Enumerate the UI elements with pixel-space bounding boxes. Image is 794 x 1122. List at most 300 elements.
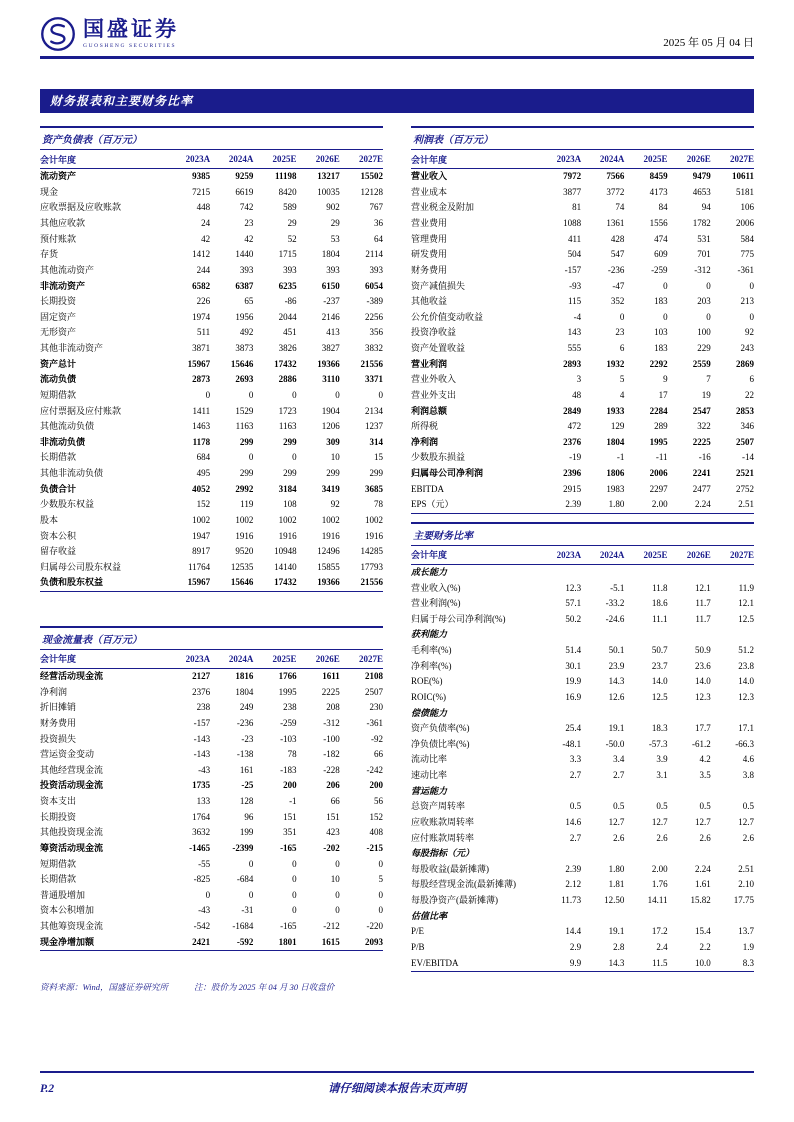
table-row — [411, 955, 754, 971]
table-title: 主要财务比率 — [411, 522, 754, 545]
cell: 119 — [240, 499, 254, 510]
cell: 0 — [248, 452, 254, 463]
row-label: 营业收入 — [411, 171, 448, 182]
table-row — [411, 705, 754, 721]
cell: 208 — [326, 702, 340, 713]
cell: 2853 — [736, 405, 754, 416]
financial-table — [411, 149, 754, 514]
cell: -43 — [198, 905, 211, 916]
cell: -236 — [607, 264, 625, 275]
cell: 1556 — [649, 218, 668, 229]
cell: 19 — [701, 389, 711, 400]
cell: 2849 — [563, 405, 582, 416]
cell: 0.5 — [699, 801, 711, 812]
row-label: 流动负债 — [40, 374, 77, 385]
cell: 103 — [654, 327, 668, 338]
cell: -312 — [323, 717, 340, 728]
table-row — [411, 325, 754, 341]
financial-table — [40, 649, 383, 951]
cell: 17793 — [360, 561, 383, 572]
row-label: 成长能力 — [411, 566, 448, 577]
row-label: 应收账款周转率 — [411, 816, 475, 827]
table-row — [40, 856, 383, 872]
cell — [538, 564, 581, 580]
cell: 2559 — [692, 358, 711, 369]
cell — [581, 784, 624, 800]
cell: 1956 — [235, 311, 254, 322]
cell: 200 — [369, 780, 383, 791]
cell: 0 — [706, 311, 711, 322]
cell: -165 — [280, 842, 297, 853]
table-row — [40, 919, 383, 935]
table-row — [411, 627, 754, 643]
cell: -16 — [698, 452, 711, 463]
table-row — [40, 325, 383, 341]
row-label: 每股净资产(最新摊薄) — [411, 895, 498, 906]
cell: 1916 — [278, 530, 297, 541]
cell: 0 — [749, 311, 754, 322]
row-label: 长期投资 — [40, 296, 77, 307]
cash-flow-table — [40, 626, 383, 951]
cell — [711, 784, 754, 800]
table-row — [411, 263, 754, 279]
row-label: 研发费用 — [411, 249, 448, 260]
table-row — [40, 388, 383, 404]
cell: 19.1 — [608, 723, 625, 734]
column-header: 2025E — [253, 649, 296, 668]
table-row — [411, 247, 754, 263]
table-row — [40, 310, 383, 326]
table-row — [40, 575, 383, 591]
table-row — [411, 596, 754, 612]
cell: 21556 — [360, 358, 383, 369]
cell: -11 — [655, 452, 668, 463]
column-header: 2024A — [210, 150, 253, 169]
table-row — [411, 294, 754, 310]
column-header: 2023A — [538, 150, 581, 169]
financial-ratios-table — [411, 522, 754, 972]
cell: 3 — [576, 374, 582, 385]
cell — [538, 627, 581, 643]
cell: 12.7 — [651, 816, 668, 827]
cell: 0 — [248, 389, 254, 400]
cell: -23 — [241, 733, 254, 744]
table-row — [411, 403, 754, 419]
cell: -237 — [323, 296, 340, 307]
cell: 5 — [619, 374, 625, 385]
cell: 30.1 — [565, 660, 582, 671]
cell: 1.80 — [608, 499, 625, 510]
row-label: 营运资金变动 — [40, 749, 95, 760]
cell: -212 — [323, 921, 340, 932]
cell: 161 — [239, 764, 254, 775]
table-row — [411, 310, 754, 326]
cell: 74 — [615, 202, 625, 213]
income-statement-table — [411, 126, 754, 514]
cell: 423 — [326, 827, 340, 838]
cell: 11764 — [187, 561, 211, 572]
column-header: 会计年度 — [411, 150, 538, 169]
cell: -825 — [193, 874, 211, 885]
cell: 17 — [658, 389, 668, 400]
cell: 2873 — [192, 374, 211, 385]
cell: 2127 — [192, 671, 211, 682]
cell: 17432 — [274, 358, 297, 369]
cell: 2.24 — [695, 499, 711, 510]
cell: 393 — [283, 264, 297, 275]
cell: 12.3 — [695, 691, 711, 702]
cell: 393 — [369, 264, 383, 275]
cell: 9479 — [692, 171, 711, 182]
row-label: P/B — [411, 941, 425, 952]
cell: 11.7 — [695, 613, 711, 624]
table-row — [40, 185, 383, 201]
table-row — [411, 690, 754, 706]
cell: -182 — [323, 749, 340, 760]
cell: 42 — [201, 233, 211, 244]
cell: 66 — [374, 749, 383, 760]
cell: 4653 — [692, 186, 711, 197]
row-label: 每股指标（元） — [411, 848, 475, 859]
cell: 2225 — [692, 436, 711, 447]
cell — [581, 564, 624, 580]
row-label: 营业收入(%) — [411, 582, 461, 593]
cell: -1 — [289, 796, 297, 807]
table-row — [40, 497, 383, 513]
cell: 92 — [745, 327, 754, 338]
table-row — [40, 560, 383, 576]
cell: 1804 — [606, 436, 625, 447]
cell: 2.6 — [656, 832, 668, 843]
cell: 1995 — [278, 686, 297, 697]
cell: -215 — [366, 842, 383, 853]
table-row — [40, 341, 383, 357]
cell: 21556 — [360, 577, 383, 588]
row-label: 固定资产 — [40, 311, 77, 322]
table-row — [40, 794, 383, 810]
cell: 24 — [201, 218, 211, 229]
cell: 1440 — [235, 249, 254, 260]
row-label: 非流动负债 — [40, 436, 86, 447]
cell: 775 — [740, 249, 754, 260]
cell: 8420 — [278, 186, 297, 197]
cell: -202 — [323, 842, 340, 853]
row-label: 所得税 — [411, 421, 439, 432]
table-row — [411, 737, 754, 753]
cell: 2134 — [365, 405, 383, 416]
row-label: 短期借款 — [40, 858, 77, 869]
row-label: 偿债能力 — [411, 707, 448, 718]
page-number: P.2 — [40, 1083, 55, 1095]
table-row — [411, 341, 754, 357]
price-note-text: 注：股价为 2025 年 04 月 30 日收盘价 — [193, 982, 335, 992]
cell: 1178 — [192, 436, 211, 447]
table-row — [40, 903, 383, 919]
table-row — [40, 435, 383, 451]
cell: 29 — [330, 218, 340, 229]
cell: 1904 — [321, 405, 340, 416]
row-label: 资本支出 — [40, 796, 77, 807]
cell: 3184 — [278, 483, 297, 494]
table-row — [411, 232, 754, 248]
cell: 2915 — [563, 483, 582, 494]
row-label: 其他投资现金流 — [40, 827, 104, 838]
table-row — [411, 482, 754, 498]
right-column — [411, 126, 754, 972]
cell: -1 — [616, 452, 625, 463]
table-row — [411, 893, 754, 909]
cell: -4 — [573, 311, 582, 322]
cell: 495 — [196, 468, 211, 479]
cell: -19 — [569, 452, 582, 463]
cell: 2.6 — [742, 832, 754, 843]
cell: -312 — [694, 264, 711, 275]
row-label: 营业费用 — [411, 218, 448, 229]
cell: 1.80 — [608, 863, 625, 874]
cell: 15502 — [360, 171, 383, 182]
cell: -86 — [284, 296, 297, 307]
table-row — [411, 862, 754, 878]
cell: 767 — [369, 202, 383, 213]
cell: 183 — [654, 343, 668, 354]
cell: -31 — [241, 905, 254, 916]
cell: 0 — [292, 389, 297, 400]
cell: 1.9 — [742, 941, 754, 952]
cell: 4 — [619, 389, 625, 400]
cell: 65 — [244, 296, 254, 307]
cell: 128 — [239, 796, 254, 807]
brand-text-block — [83, 19, 179, 49]
cell: 19.9 — [565, 676, 582, 687]
cell: -57.3 — [648, 738, 668, 749]
row-label: 净负债比率(%) — [411, 738, 470, 749]
row-label: EV/EBITDA — [411, 957, 459, 968]
cell: 6054 — [365, 280, 383, 291]
cell: 17.7 — [695, 723, 711, 734]
cell — [581, 846, 624, 862]
table-row — [40, 466, 383, 482]
cell: -66.3 — [735, 738, 754, 749]
cell: -542 — [193, 921, 211, 932]
cell: 15855 — [317, 561, 340, 572]
table-row — [411, 450, 754, 466]
cell: 78 — [374, 499, 383, 510]
cell: 6 — [619, 343, 625, 354]
cell: -93 — [569, 280, 582, 291]
cell: 2.6 — [699, 832, 711, 843]
cell: 1804 — [235, 686, 254, 697]
cell: 2.24 — [695, 863, 711, 874]
table-row — [411, 278, 754, 294]
cell: 3.9 — [656, 754, 668, 765]
row-label: 营业利润(%) — [411, 598, 461, 609]
cell: 684 — [196, 452, 211, 463]
cell: 1806 — [606, 468, 625, 479]
cell: 3.3 — [569, 754, 582, 765]
cell: 474 — [654, 233, 668, 244]
cell: 15646 — [230, 358, 254, 369]
cell: 0.5 — [656, 801, 668, 812]
row-label: 每股收益(最新摊薄) — [411, 863, 489, 874]
table-row — [40, 294, 383, 310]
cell: 472 — [567, 421, 582, 432]
row-label: 流动资产 — [40, 171, 77, 182]
cell: 356 — [369, 327, 383, 338]
cell: 1735 — [192, 780, 211, 791]
cell: 1916 — [235, 530, 254, 541]
cell: -14 — [742, 452, 754, 463]
cell: 15 — [374, 452, 383, 463]
cell: -220 — [366, 921, 383, 932]
row-label: 投资净收益 — [411, 327, 457, 338]
cell: 6619 — [235, 186, 254, 197]
cell: 1.81 — [608, 879, 625, 890]
cell: 589 — [283, 202, 297, 213]
cell: 6 — [749, 374, 754, 385]
cell: 2006 — [736, 218, 754, 229]
cell: 10 — [330, 452, 340, 463]
column-header: 2025E — [624, 150, 667, 169]
cell: 230 — [369, 702, 383, 713]
cell: 15.4 — [695, 926, 711, 937]
cell: 504 — [567, 249, 582, 260]
brand-name-en: GUOSHENG SECURITIES — [83, 43, 177, 49]
cell: 1715 — [278, 249, 297, 260]
table-row — [40, 232, 383, 248]
cell: 0 — [292, 874, 297, 885]
cell: 12.7 — [738, 816, 754, 827]
cell: 13217 — [317, 171, 340, 182]
column-header: 2024A — [581, 150, 624, 169]
cell: 0 — [378, 389, 383, 400]
cell: -157 — [564, 264, 582, 275]
cell: 1816 — [235, 671, 254, 682]
table-title: 利润表（百万元） — [411, 126, 754, 149]
cell — [711, 909, 754, 925]
cell: 3419 — [321, 483, 340, 494]
row-label: 少数股东权益 — [40, 499, 95, 510]
page-header — [40, 16, 754, 59]
table-row — [411, 846, 754, 862]
row-label: 现金净增加额 — [40, 936, 95, 947]
row-label: 归属于母公司净利润(%) — [411, 613, 506, 624]
column-header: 会计年度 — [40, 150, 167, 169]
row-label: 财务费用 — [40, 717, 77, 728]
cell: 2869 — [736, 358, 754, 369]
cell: 9 — [663, 374, 668, 385]
left-column — [40, 126, 383, 972]
cell: 1412 — [192, 249, 211, 260]
cell: -157 — [193, 717, 211, 728]
cell: 314 — [369, 436, 383, 447]
table-row — [411, 721, 754, 737]
cell: 12128 — [360, 186, 383, 197]
row-label: 净利润 — [40, 686, 68, 697]
cell: 3371 — [365, 374, 383, 385]
cell — [624, 564, 667, 580]
column-header: 2023A — [167, 649, 210, 668]
row-label: 负债合计 — [40, 483, 77, 494]
cell: 42 — [244, 233, 254, 244]
cell: 2.51 — [738, 863, 754, 874]
cell: 64 — [374, 233, 383, 244]
row-label: 其他经营现金流 — [40, 764, 104, 775]
cell: 229 — [697, 343, 711, 354]
row-label: 负债和股东权益 — [40, 577, 104, 588]
cell: 2376 — [563, 436, 582, 447]
cell: 12.50 — [604, 895, 625, 906]
cell: -236 — [236, 717, 254, 728]
cell: 1.61 — [695, 879, 711, 890]
table-row — [40, 357, 383, 373]
cell: 12.3 — [738, 691, 754, 702]
cell: 2.7 — [569, 770, 582, 781]
column-header: 2025E — [253, 150, 296, 169]
report-date: 2025 年 05 月 04 日 — [663, 37, 754, 49]
row-label: 公允价值变动收益 — [411, 311, 484, 322]
cell: 2992 — [235, 483, 254, 494]
row-label: 应付票据及应付账款 — [40, 405, 122, 416]
table-row — [40, 716, 383, 732]
row-label: 筹资活动现金流 — [40, 842, 104, 853]
cell: 346 — [740, 421, 754, 432]
table-row — [411, 799, 754, 815]
cell: 14.6 — [565, 816, 582, 827]
cell — [668, 705, 711, 721]
cell: 1611 — [322, 671, 340, 682]
cell: 9520 — [235, 546, 254, 557]
column-header: 2027E — [340, 150, 383, 169]
cell: 1.76 — [651, 879, 668, 890]
cell: 9385 — [192, 171, 211, 182]
brand-logo — [40, 16, 179, 52]
cell: 1782 — [692, 218, 711, 229]
cell — [538, 846, 581, 862]
column-header: 2027E — [711, 150, 754, 169]
cell: 2477 — [692, 483, 711, 494]
cell: -48.1 — [562, 738, 582, 749]
row-label: 普通股增加 — [40, 889, 86, 900]
row-label: 营业税金及附加 — [411, 202, 475, 213]
cell: 1723 — [278, 405, 297, 416]
row-label: 归属母公司净利润 — [411, 468, 484, 479]
cell: 2.00 — [651, 499, 668, 510]
cell — [711, 705, 754, 721]
row-label: 现金 — [40, 186, 59, 197]
cell: 299 — [239, 468, 254, 479]
row-label: 利润总额 — [411, 405, 448, 416]
brand-name: 国盛证券 — [83, 17, 179, 41]
cell: 1801 — [278, 936, 297, 947]
row-label: 应收票据及应收账款 — [40, 202, 122, 213]
cell: 23.9 — [608, 660, 625, 671]
cell: 393 — [239, 264, 254, 275]
table-row — [40, 169, 383, 185]
cell: 1163 — [235, 421, 254, 432]
row-label: 管理费用 — [411, 233, 448, 244]
table-row — [40, 528, 383, 544]
cell: 0 — [335, 858, 340, 869]
cell: 0 — [292, 889, 297, 900]
cell: 1237 — [365, 421, 383, 432]
table-row — [40, 450, 383, 466]
table-row — [411, 643, 754, 659]
table-row — [411, 659, 754, 675]
table-row — [40, 825, 383, 841]
row-label: 股本 — [40, 514, 59, 525]
cell — [668, 564, 711, 580]
table-row — [40, 668, 383, 684]
